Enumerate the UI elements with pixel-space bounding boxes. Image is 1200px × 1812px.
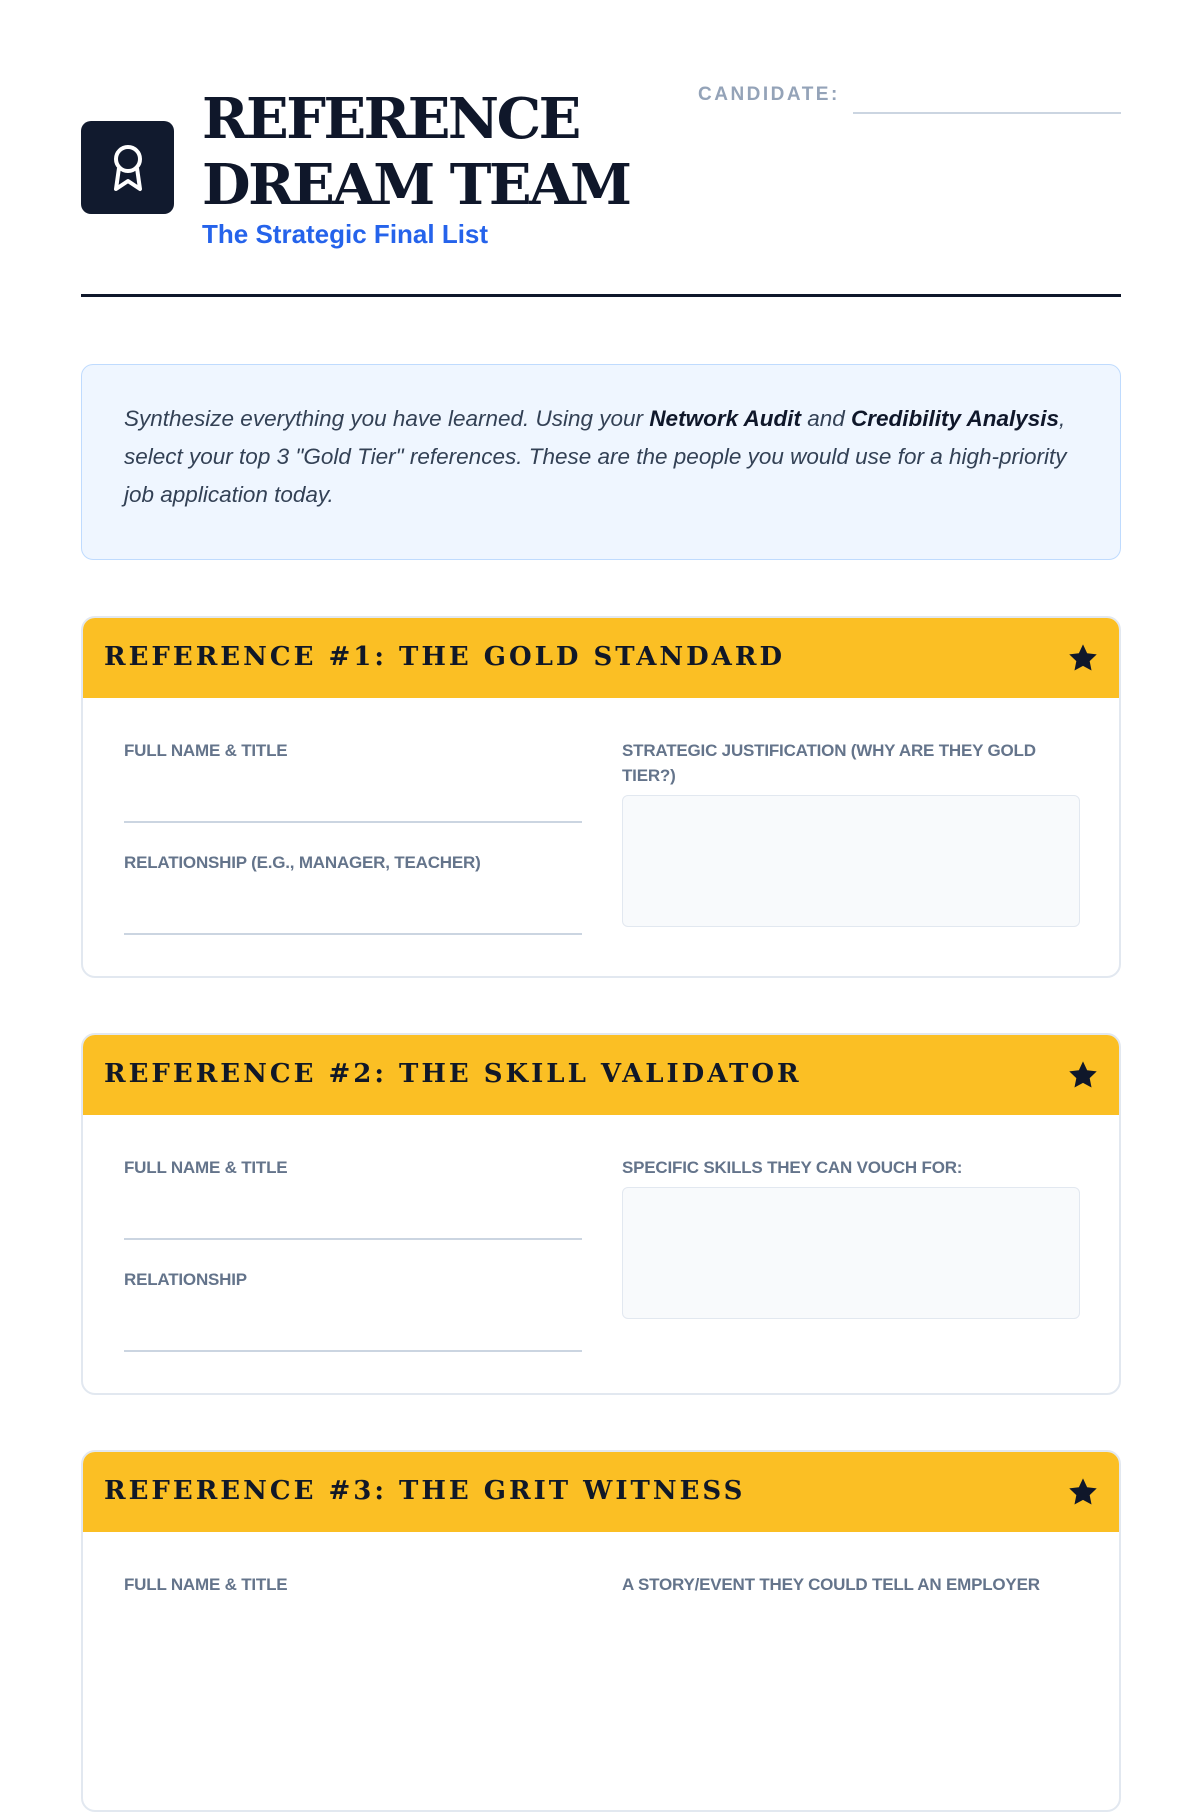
- full-name-label: FULL NAME & TITLE: [124, 1575, 288, 1594]
- instructions-part-1: Synthesize everything you have learned. Using your: [124, 406, 650, 431]
- candidate-input-line[interactable]: [853, 112, 1121, 114]
- relationship-label: RELATIONSHIP (E.G., MANAGER, TEACHER): [124, 853, 481, 872]
- reference-card-title: REFERENCE #1: THE GOLD STANDARD: [104, 642, 786, 672]
- justification-label: STRATEGIC JUSTIFICATION (WHY ARE THEY GOLD TIER?): [622, 741, 1036, 785]
- skills-textarea[interactable]: [622, 1187, 1080, 1319]
- reference-card-1: [81, 616, 1121, 978]
- instructions-text: [124, 400, 1080, 514]
- star-icon: [1067, 1476, 1099, 1508]
- relationship-input[interactable]: [124, 1350, 582, 1352]
- instructions-part-3: , select your top 3 "Gold Tier" references. These are the people you would use for a high-priority job application today.: [124, 406, 1067, 507]
- header-divider: [81, 294, 1121, 297]
- full-name-input[interactable]: [124, 821, 582, 823]
- instructions-credibility-analysis: Credibility Analysis: [851, 406, 1060, 431]
- reference-card-title: REFERENCE #2: THE SKILL VALIDATOR: [104, 1059, 802, 1089]
- story-label: A STORY/EVENT THEY COULD TELL AN EMPLOYER: [622, 1575, 1040, 1594]
- page-title-line-1: REFERENCE: [202, 86, 579, 152]
- reference-card-2: [81, 1033, 1121, 1395]
- full-name-input[interactable]: [124, 1238, 582, 1240]
- instructions-part-2: and: [800, 406, 852, 431]
- reference-card-title: REFERENCE #3: THE GRIT WITNESS: [104, 1476, 746, 1506]
- star-icon: [1067, 642, 1099, 674]
- full-name-label: FULL NAME & TITLE: [124, 1158, 288, 1177]
- justification-textarea[interactable]: [622, 795, 1080, 927]
- page-title-line-2: DREAM TEAM: [202, 152, 630, 218]
- instructions-box: [81, 364, 1121, 560]
- relationship-input[interactable]: [124, 933, 582, 935]
- instructions-network-audit: Network Audit: [649, 406, 801, 431]
- skills-label: SPECIFIC SKILLS THEY CAN VOUCH FOR:: [622, 1158, 963, 1177]
- relationship-label: RELATIONSHIP: [124, 1270, 247, 1289]
- reference-card-header: [83, 618, 1119, 698]
- reference-card-3: [81, 1450, 1121, 1812]
- header: [81, 0, 1121, 300]
- candidate-field: [698, 84, 1121, 114]
- full-name-label: FULL NAME & TITLE: [124, 741, 288, 760]
- candidate-label: CANDIDATE:: [698, 84, 840, 105]
- reference-card-header: [83, 1452, 1119, 1532]
- star-icon: [1067, 1059, 1099, 1091]
- page-title: [202, 86, 630, 218]
- page-subtitle: The Strategic Final List: [202, 219, 489, 249]
- award-ribbon-icon: [108, 142, 148, 194]
- reference-card-header: [83, 1035, 1119, 1115]
- logo-badge: [81, 121, 174, 214]
